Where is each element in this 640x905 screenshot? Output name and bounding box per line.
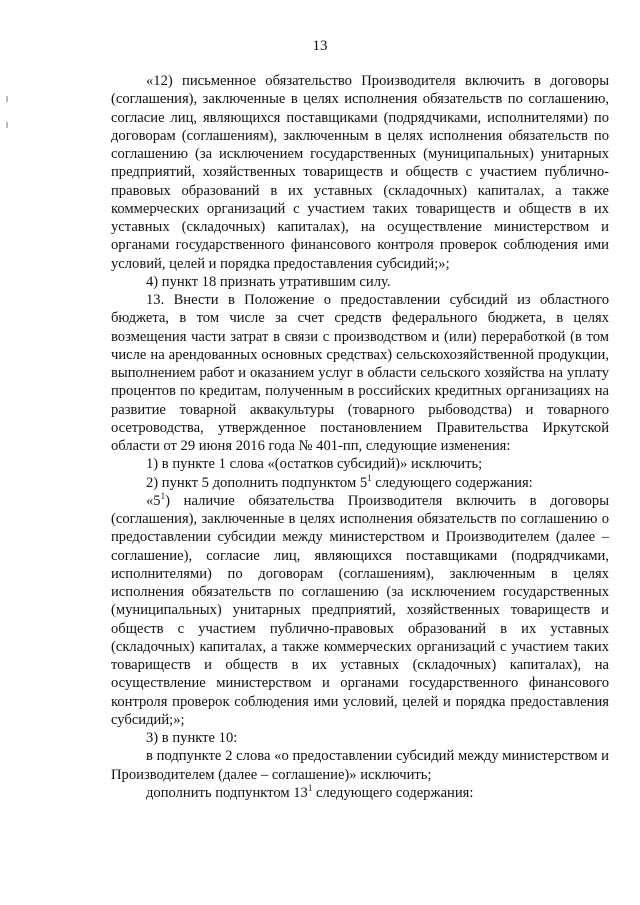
page-number: 13 <box>312 38 328 54</box>
scan-margin-mark <box>6 122 8 128</box>
paragraph-subitem-2: 2) пункт 5 дополнить подпунктом $5^1$ следующего содержания: <box>146 472 533 491</box>
scan-margin-mark <box>6 96 8 102</box>
paragraph-subitem-3: 3) в пункте 10: <box>146 730 238 746</box>
paragraph-add-13-1: дополнить подпунктом $13^1$ следующего содержания: <box>146 782 474 801</box>
superscript: 1 <box>307 782 313 793</box>
paragraph-subitem-2-of-10: в подпункте 2 слова «о предоставлении субсидий между министерством и Производителем (далее – соглашение)» исключить; <box>111 748 609 783</box>
document-body <box>111 72 609 802</box>
paragraph-item-12: «12) письменное обязательство Производителя включить в договоры (соглашения), заключенные в целях исполнения обязательств по соглашению, согласие лиц, являющихся поставщиками (подрядчиками, исполнителями) по договорам (соглашениям), заключенным в целях исполнения обязательств по соглашению (за исключением государственных (муниципальных) унитарных предприятий, хозяйственных товариществ и обществ с участием публично-правовых образований в их уставных (складочных) капиталах, а также коммерческих организаций с участием таких товариществ и обществ в их уставных (складочных) капиталах), на осуществление министерством и органами государственного финансового контроля проверок соблюдения ими условий, целей и порядка предоставления субсидий;»; <box>111 73 609 272</box>
superscript: 1 <box>367 472 372 483</box>
paragraph-item-5-1: «$5^1$) наличие обязательства Производителя включить в договоры (соглашения), заключенные в целях исполнения обязательств по соглашению о предоставлении субсидии между министерством и Производителем (далее – соглашение), согласие лиц, являющихся поставщиками (подрядчиками, исполнителями) по договорам (соглашениям), заключенным в целях исполнения обязательств по соглашению (за исключением государственных (муниципальных) унитарных предприятий, хозяйственных товариществ и обществ с участием публично-правовых образований в их уставных (складочных) капиталах, а также коммерческих организаций с участием таких товариществ и обществ в их уставных (складочных) капиталах), на осуществление министерством и органами государственного финансового контроля проверок соблюдения ими условий, целей и порядка предоставления субсидий;»; <box>111 490 609 728</box>
superscript: 1 <box>160 490 166 501</box>
paragraph-subitem-1: 1) в пункте 1 слова «(остатков субсидий)» исключить; <box>146 456 483 473</box>
paragraph-item-13: 13. Внести в Положение о предоставлении субсидий из областного бюджета, в том числе за счет средств федерального бюджета, в целях возмещения части затрат в связи с производством и (или) переработкой (в том числе на арендованных основных средствах) сельскохозяйственной продукции, выполнением работ и оказанием услуг в области сельского хозяйства на уплату процентов по кредитам, полученным в российских кредитных организациях на развитие товарной аквакультуры (товарного рыбоводства) и товарного осетроводства, утвержденное постановлением Правительства Иркутской области от 29 июня 2016 года № 401-пп, следующие изменения: <box>111 292 609 454</box>
paragraph-item-4: 4) пункт 18 признать утратившим силу. <box>146 273 391 290</box>
